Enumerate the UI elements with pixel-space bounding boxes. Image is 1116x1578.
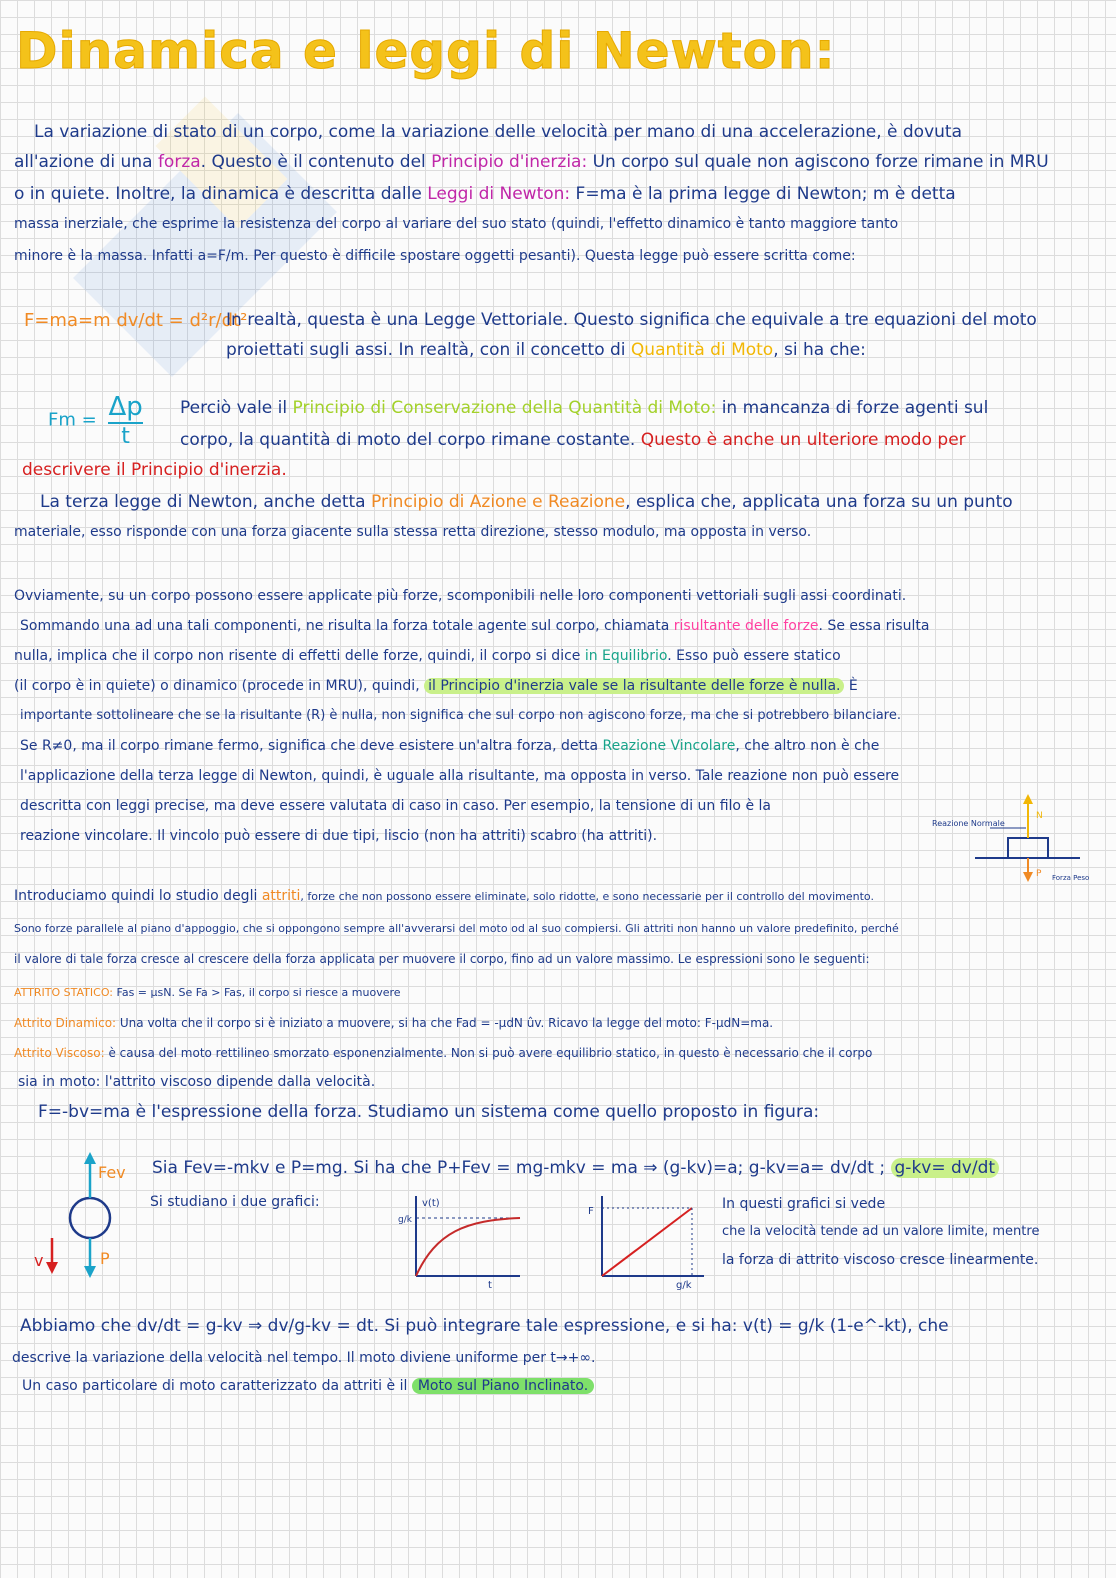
reaction-label: Reazione Normale bbox=[932, 819, 1005, 828]
fv-label: Fev bbox=[98, 1163, 126, 1182]
graph1-xlabel: t bbox=[488, 1280, 492, 1291]
p9-line2: descrive la variazione della velocità nel tempo. Il moto diviene uniforme per t→+∞. bbox=[12, 1350, 596, 1366]
p8-line1: Sia Fev=-mkv e P=mg. Si ha che P+Fev = mg-mkv = ma ⇒ (g-kv)=a; g-kv=a= dv/dt ; g-kv= dv/dt bbox=[152, 1158, 999, 1178]
p5-line5: importante sottolineare che se la risultante (R) è nulla, non significa che sul corpo non agiscono forze, ma che si potrebbero bilanciare. bbox=[20, 708, 901, 723]
page-title: Dinamica e leggi di Newton: bbox=[16, 22, 836, 80]
falling-sphere-diagram bbox=[28, 1148, 138, 1280]
p5-line8: descritta con leggi precise, ma deve essere valutata di caso in caso. Per esempio, la tensione di un filo è la bbox=[20, 798, 771, 814]
graph-note-3: la forza di attrito viscoso cresce linearmente. bbox=[722, 1252, 1039, 1268]
graph-note-1: In questi grafici si vede bbox=[722, 1196, 886, 1212]
graph-note-2: che la velocità tende ad un valore limite, mentre bbox=[722, 1224, 1040, 1239]
p6-line3: il valore di tale forza cresce al crescere della forza applicata per muovere il corpo, fino ad un valore massimo. Le espressioni sono le seguenti: bbox=[14, 952, 870, 966]
graph1-ylabel: v(t) bbox=[422, 1198, 440, 1209]
p5-line3: nulla, implica che il corpo non risente di effetti delle forze, quindi, il corpo si dice in Equilibrio. Esso può essere statico bbox=[14, 648, 841, 664]
p3-line3: descrivere il Principio d'inerzia. bbox=[22, 460, 287, 480]
formula-impulse: Fm = Δp t bbox=[48, 392, 143, 449]
weight-label: P bbox=[1036, 869, 1042, 879]
p2-line2: proiettati sugli assi. In realtà, con il concetto di Quantità di Moto, si ha che: bbox=[226, 340, 866, 360]
graph2-ylabel: F bbox=[588, 1206, 594, 1217]
attrito-statico: ATTRITO STATICO: Fas = μsN. Se Fa > Fas, il corpo si riesce a muovere bbox=[14, 986, 401, 999]
p5-line2: Sommando una ad una tali componenti, ne risulta la forza totale agente sul corpo, chiamata risultante delle forze. Se essa risulta bbox=[20, 618, 930, 634]
p1-line5: minore è la massa. Infatti a=F/m. Per questo è difficile spostare oggetti pesanti). Questa legge può essere scritta come: bbox=[14, 248, 856, 264]
normal-label: N bbox=[1036, 811, 1043, 821]
p1-line1: La variazione di stato di un corpo, come la variazione delle velocità per mano di una accelerazione, è dovuta bbox=[34, 122, 962, 142]
weight-force-label: Forza Peso bbox=[1052, 874, 1090, 882]
p5-line6: Se R≠0, ma il corpo rimane fermo, significa che deve esistere un'altra forza, detta Reazione Vincolare, che altro non è che bbox=[20, 738, 880, 754]
p-label: P bbox=[100, 1249, 110, 1268]
p9-line3: Un caso particolare di moto caratterizzato da attriti è il Moto sul Piano Inclinato. bbox=[22, 1378, 594, 1394]
formula-newton: F=ma=m dv/dt = d²r/dt² bbox=[24, 310, 248, 331]
attrito-dinamico: Attrito Dinamico: Una volta che il corpo si è iniziato a muovere, si ha che Fad = -μdN ûv. Ricavo la legge del moto: F-μdN=ma. bbox=[14, 1016, 774, 1030]
p4-line1: La terza legge di Newton, anche detta Principio di Azione e Reazione, esplica che, applicata una forza su un punto bbox=[40, 492, 1013, 512]
p1-line4: massa inerziale, che esprime la resistenza del corpo al variare del suo stato (quindi, l'effetto dinamico è tanto maggiore tanto bbox=[14, 216, 899, 232]
p7-line: F=-bv=ma è l'espressione della forza. Studiamo un sistema come quello proposto in figura: bbox=[38, 1102, 820, 1122]
attrito-viscoso-line2: sia in moto: l'attrito viscoso dipende dalla velocità. bbox=[18, 1074, 376, 1090]
graph2-xlabel: g/k bbox=[676, 1280, 692, 1291]
v-label: v bbox=[34, 1251, 44, 1270]
graph1-asymptote: g/k bbox=[398, 1215, 412, 1225]
p6-line2: Sono forze parallele al piano d'appoggio, che si oppongono sempre all'avverarsi del moto od al suo compiersi. Gli attriti non hanno un valore predefinito, perché bbox=[14, 922, 899, 935]
velocity-graph bbox=[396, 1192, 526, 1292]
p9-line1: Abbiamo che dv/dt = g-kv ⇒ dv/g-kv = dt. Si può integrare tale espressione, e si ha: v(t) = g/k (1-e^-kt), che bbox=[20, 1316, 949, 1336]
p3-line2: corpo, la quantità di moto del corpo rimane costante. Questo è anche un ulteriore modo per bbox=[180, 430, 966, 450]
p6-line1: Introduciamo quindi lo studio degli attriti, forze che non possono essere eliminate, solo ridotte, e sono necessarie per il controllo del movimento. bbox=[14, 888, 874, 904]
p2-line1: In realtà, questa è una Legge Vettoriale. Questo significa che equivale a tre equazioni del moto bbox=[226, 310, 1037, 330]
force-graph bbox=[584, 1192, 708, 1292]
normal-force-diagram bbox=[930, 792, 1100, 884]
p5-line7: l'applicazione della terza legge di Newton, quindi, è uguale alla risultante, ma opposta in verso. Tale reazione non può essere bbox=[20, 768, 900, 784]
p5-line9: reazione vincolare. Il vincolo può essere di due tipi, liscio (non ha attriti) scabro (ha attriti). bbox=[20, 828, 658, 844]
p5-line1: Ovviamente, su un corpo possono essere applicate più forze, scomponibili nelle loro componenti vettoriali sugli assi coordinati. bbox=[14, 588, 907, 604]
attrito-viscoso: Attrito Viscoso: è causa del moto rettilineo smorzato esponenzialmente. Non si può avere equilibrio statico, in questo è necessario che il corpo bbox=[14, 1046, 873, 1060]
p1-line3: o in quiete. Inoltre, la dinamica è descritta dalle Leggi di Newton: F=ma è la prima legge di Newton; m è detta bbox=[14, 184, 956, 204]
p3-line1: Perciò vale il Principio di Conservazione della Quantità di Moto: in mancanza di forze agenti sul bbox=[180, 398, 989, 418]
p1-line2: all'azione di una forza. Questo è il contenuto del Principio d'inerzia: Un corpo sul quale non agiscono forze rimane in MRU bbox=[14, 152, 1049, 172]
p4-line2: materiale, esso risponde con una forza giacente sulla stessa retta direzione, stesso modulo, ma opposta in verso. bbox=[14, 524, 812, 540]
p5-line4: (il corpo è in quiete) o dinamico (procede in MRU), quindi, il Principio d'inerzia vale se la risultante delle forze è nulla. È bbox=[14, 678, 858, 694]
p8-line2: Si studiano i due grafici: bbox=[150, 1194, 320, 1210]
